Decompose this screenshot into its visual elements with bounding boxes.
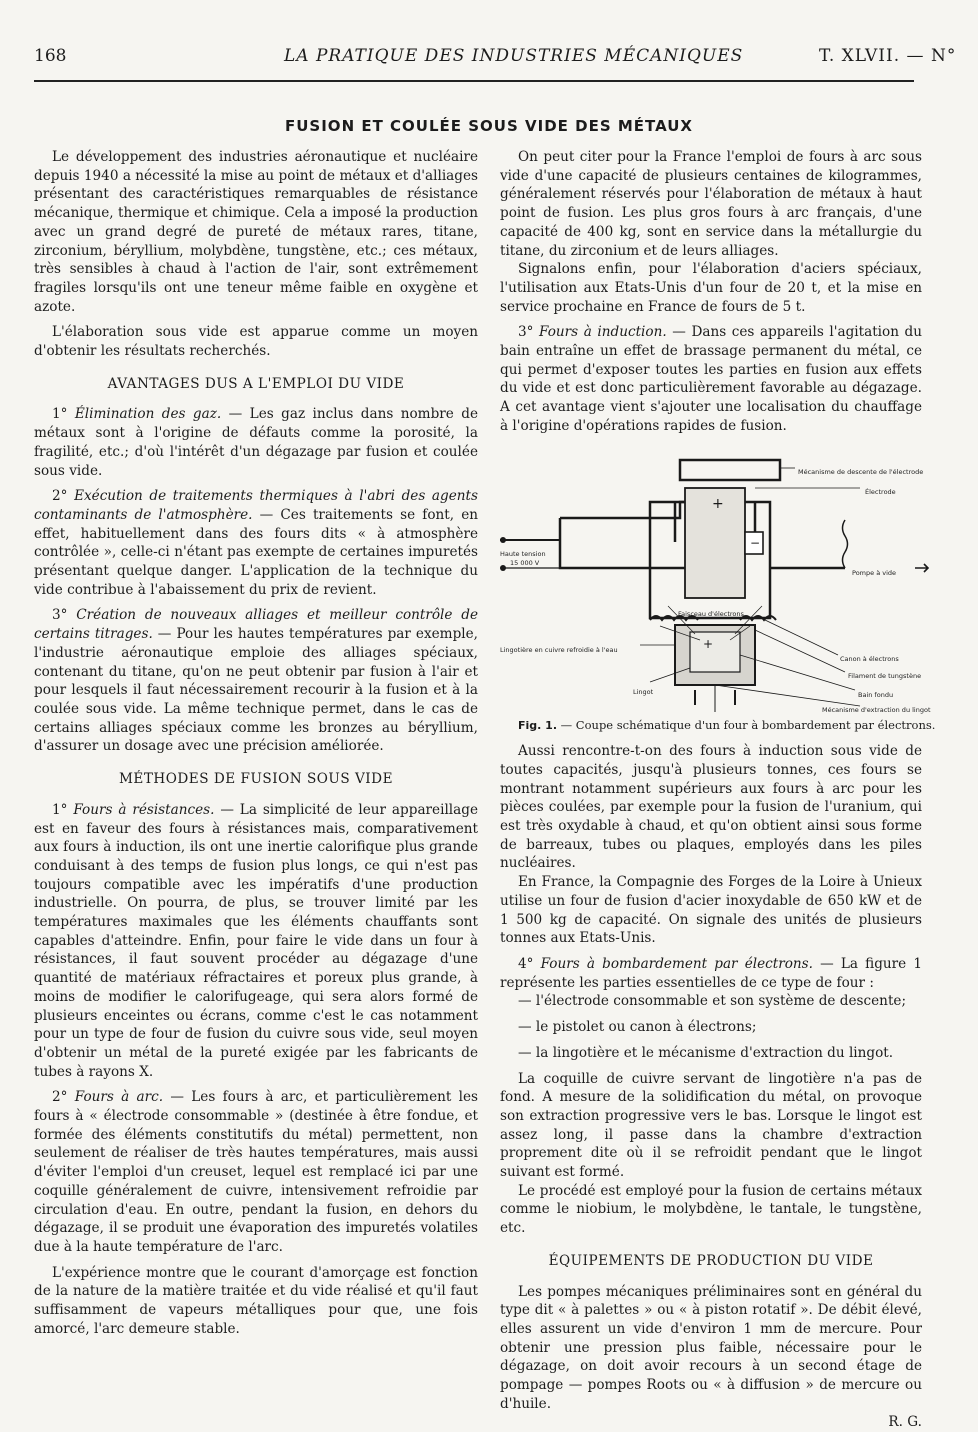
label-voltage: 15 000 V [510, 558, 540, 567]
volume-number: T. XLVII. — N° [819, 46, 957, 66]
item-text: — Dans ces appareils l'agitation du bain entraîne un effet de brassage permanent du métal, ce qui permet d'exposer toutes les parties en fusion aux effets du vide et est donc particulièrement favorable au dégazage. A cet avantage vient s'ajouter une localisation du chauffage à l'origine d'opérations rapides de fusion. [500, 324, 922, 434]
item-number: 3° [52, 607, 77, 624]
section-heading: ÉQUIPEMENTS DE PRODUCTION DU VIDE [548, 1252, 874, 1269]
label-descent-mechanism: Mécanisme de descente de l'électrode [798, 467, 924, 476]
item-title: Élimination des gaz. [74, 406, 222, 423]
numbered-paragraph [500, 955, 922, 992]
author-signature: R. G. [888, 1414, 922, 1431]
body-paragraph: Le procédé est employé pour la fusion de certains métaux comme le niobium, le molybdène, le tantale, le tungstène, etc. [500, 1182, 922, 1237]
body-paragraph: En France, la Compagnie des Forges de la Loire à Unieux utilise un four de fusion d'acier inoxydable de 650 kW et de 1 500 kg de capacité. On signale des unités de plusieurs tonnes aux Etats-Unis. [500, 874, 922, 947]
svg-text:+: + [712, 495, 724, 512]
item-title: Exécution de traitements thermiques à l'abri des agents contaminants de l'atmosphère. [34, 488, 478, 523]
item-number: 4° [518, 955, 541, 972]
numbered-paragraph [34, 801, 478, 1082]
item-title: Fours à résistances. [73, 801, 215, 818]
page-number: 168 [34, 46, 67, 66]
numbered-paragraph [500, 323, 922, 435]
intro-paragraph: L'élaboration sous vide est apparue comme un moyen d'obtenir les résultats recherchés. [34, 324, 478, 360]
section-heading: AVANTAGES DUS A L'EMPLOI DU VIDE [107, 375, 405, 392]
intro-paragraph: Le développement des industries aéronautique et nucléaire depuis 1940 a nécessité la mise au point de métaux et d'alliages présentant des caractéristiques remarquables de résistance mécanique, thermique et chimique. Cela a imposé la production avec un grand degré de pureté de métaux rares, titane, zirconium, béryllium, molybdène, tungstène, etc.; ces métaux, très sensibles à chaud à l'action de l'air, sont extrêmement fragiles lorsqu'ils ont une teneur même faible en oxygène et azote. [34, 149, 478, 315]
item-number: 3° [518, 324, 540, 341]
list-item: — la lingotière et le mécanisme d'extraction du lingot. [518, 1044, 894, 1061]
label-tungsten-filament: Filament de tungstène [848, 671, 922, 680]
right-column [500, 148, 936, 1432]
item-text: — Pour les hautes températures par exemple, l'industrie aéronautique emploie des alliages spéciaux, contenant du titane, qu'on ne peut obtenir par fusion à l'air et pour lesquels il faut nécessairement recourir à la fusion et à la coulée sous vide. La même technique permet, dans le cas de certains alliages spéciaux comme les bronzes au béryllium, d'assurer un dosage avec une précision améliorée. [34, 626, 478, 755]
body-paragraph: La coquille de cuivre servant de lingotière n'a pas de fond. A mesure de la solidification du métal, on provoque son extraction progressive vers le bas. Lorsque le lingot est assez long, il passe dans la chambre d'extraction proprement dite où il se refroidit pendant que le lingot suivant est formé. [500, 1070, 922, 1181]
label-electron-gun: Canon à électrons [840, 654, 899, 663]
vacuum-line [560, 518, 700, 568]
list-item: — l'électrode consommable et son système de descente; [518, 993, 907, 1010]
body-paragraph: On peut citer pour la France l'emploi de fours à arc sous vide d'une capacité de plusieurs centaines de kilogrammes, généralement réservés pour l'élaboration de métaux à haut point de fusion. Les plus gros fours à arc français, d'une capacité de 400 kg, sont en service dans la métallurgie du titane, du zirconium et de leurs alliages. [500, 149, 922, 259]
page-header [34, 42, 957, 70]
label-ingot: Lingot [633, 687, 654, 696]
item-title: Création de nouveaux alliages et meilleur contrôle de certains titrages. [34, 607, 478, 643]
descent-mechanism-box [680, 460, 780, 480]
figure-electron-furnace [500, 450, 930, 712]
svg-text:−: − [750, 535, 761, 550]
caption-text: — Coupe schématique d'un four à bombardement par électrons. [557, 717, 936, 732]
article-title: FUSION ET COULÉE SOUS VIDE DES MÉTAUX [285, 117, 693, 135]
left-column [34, 148, 478, 1345]
item-number: 1° [52, 801, 74, 818]
numbered-paragraph [34, 606, 478, 756]
numbered-paragraph [34, 405, 478, 480]
numbered-paragraph [34, 1088, 478, 1256]
label-electron-beam: Faisceau d'électrons [678, 609, 744, 618]
svg-text:+: + [703, 636, 714, 651]
body-paragraph: L'expérience montre que le courant d'amorçage est fonction de la nature de la matière traitée et du vide réalisé et qu'il faut suffisamment de vapeurs métalliques pour que, une fois amorcé, l'arc demeure stable. [34, 1264, 478, 1337]
item-text: — Les gaz inclus dans nombre de métaux sont à l'origine de défauts comme la porosité, la fragilité, etc.; d'où l'intérêt d'un dégazage par fusion et coulée sous vide. [34, 406, 478, 479]
list-item: — le pistolet ou canon à électrons; [518, 1019, 757, 1036]
section-heading: MÉTHODES DE FUSION SOUS VIDE [119, 771, 393, 788]
body-paragraph: Les pompes mécaniques préliminaires sont en général du type dit « à palettes » ou « à piston rotatif ». De débit élevé, elles assurent un vide d'environ 1 mm de mercure. Pour obtenir une pression plus faible, nécessaire pour le dégazage, on doit avoir recours à un second étage de pompage — pompes Roots ou « à diffusion » de mercure ou d'huile. [500, 1283, 922, 1412]
item-title: Fours à bombardement par électrons. [540, 955, 813, 972]
item-number: 2° [52, 488, 75, 505]
item-text: — Les fours à arc, et particulièrement les fours à « électrode consommable » (destinée à être fondue, et formée des éléments constitutifs du métal) permettent, non seulement de réaliser de très hautes températures, mais aussi d'éviter l'emploi d'un creuset, lequel est remplacé ici par une coquille généralement de cuivre, intensivement refroidie par circulation d'eau. En outre, pendant la fusion, en dehors du dégazage, il se produit une évaporation des impuretés volatiles due à la haute température de l'arc. [34, 1089, 478, 1255]
label-molten-bath: Bain fondu [858, 690, 894, 699]
label-electrode: Électrode [865, 487, 896, 496]
numbered-paragraph [34, 487, 478, 599]
label-high-voltage: Haute tension [500, 549, 546, 558]
item-title: Fours à arc. [74, 1089, 164, 1106]
journal-title: LA PRATIQUE DES INDUSTRIES MÉCANIQUES [284, 46, 744, 66]
item-text: — La simplicité de leur appareillage est en faveur des fours à résistances mais, comparativement aux fours à induction, ils ont une inertie calorifique plus grande conduisant à des temps de fusion plus longs, ce qui n'est pas toujours compatible avec les impératifs d'une production industrielle. On pourra, de plus, se trouver limité par les températures maximales que les éléments chauffants sont capables d'atteindre. Enfin, pour faire le vide dans un four à résistances, il faut souvent procéder au dégazage d'une quantité de matériaux réfractaires et poreux plus grande, à moins de modifier le calorifugeage, qui sera alors formé de plusieurs enceintes ou écrans, comme c'est le cas notamment pour un type de four de fusion du cuivre sous vide, seul moyen d'obtenir un métal de la pureté exigée par les fabricants de tubes à rayons X. [34, 801, 478, 1080]
item-number: 2° [52, 1089, 75, 1106]
caption-number: Fig. 1. [518, 718, 557, 732]
item-text: — Ces traitements se font, en effet, habituellement dans des fours dits « à atmosphère contrôlée », celle-ci n'étant pas exempte de certaines impuretés présentant quelque danger. L'application de la technique du vide contribue à l'abaissement du prix de revient. [34, 506, 478, 598]
label-extraction-mechanism: Mécanisme d'extraction du lingot [822, 705, 931, 714]
item-title: Fours à induction. [539, 324, 667, 341]
item-text: — La figure 1 représente les parties essentielles de ce type de four : [500, 955, 922, 991]
label-copper-mould: Lingotière en cuivre refroidie à l'eau [500, 645, 618, 654]
item-number: 1° [52, 406, 75, 423]
body-paragraph: Aussi rencontre-t-on des fours à induction sous vide de toutes capacités, jusqu'à plusieurs tonnes, ces fours se montrant notamment supérieurs aux fours à arc pour les pièces coulées, par exemple pour la fusion de l'uranium, qui est très oxydable à chaud, et qu'on obtient ainsi sous forme de barreaux, tubes ou plaques, employés dans les piles nucléaires. [500, 743, 922, 872]
header-rule [34, 80, 914, 82]
body-paragraph: Signalons enfin, pour l'élaboration d'aciers spéciaux, l'utilisation aux Etats-Unis d'un four de 20 t, et la mise en service prochaine en France de fours de 5 t. [500, 261, 922, 315]
label-vacuum-pump: Pompe à vide [852, 568, 897, 577]
